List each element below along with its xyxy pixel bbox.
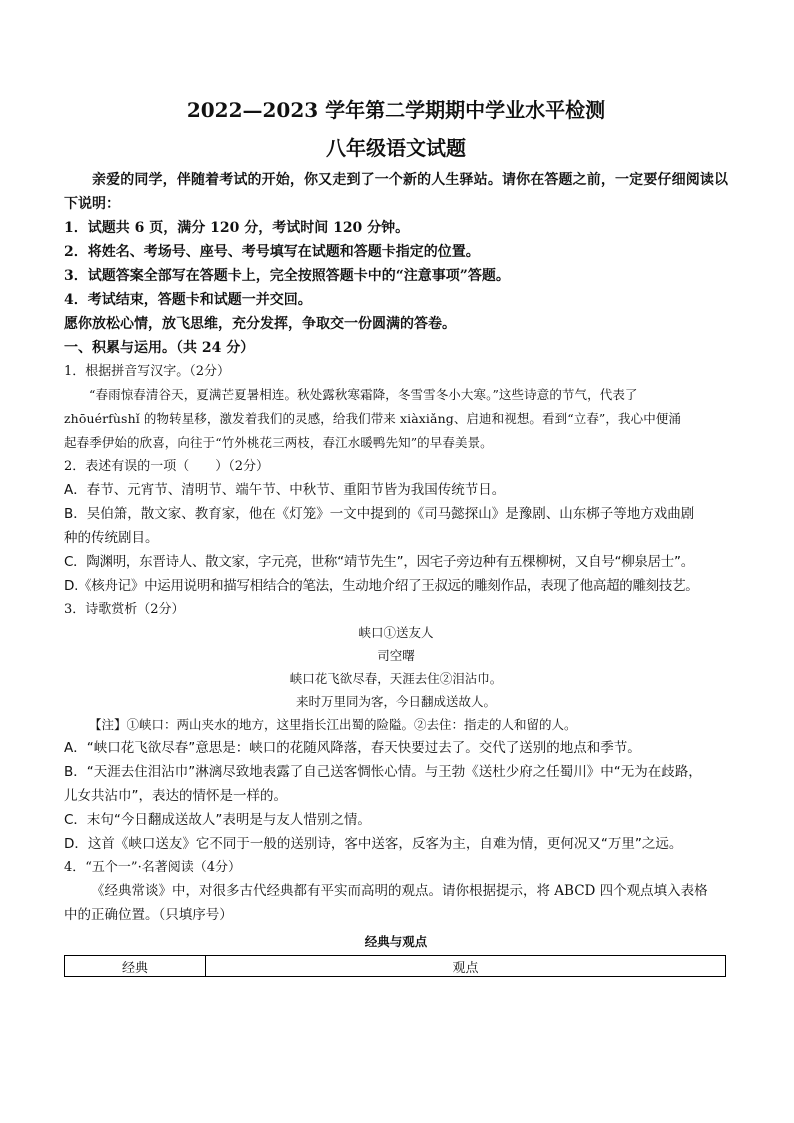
q2-option-b-cont: 种的传统剧目。 xyxy=(64,530,159,546)
poem-line-1: 峡口花飞欲尽春，天涯去住②泪沾巾。 xyxy=(289,671,503,686)
q3-option-a: A．“峡口花飞欲尽春”意思是：峡口的花随风降落，春天快要过去了。交代了送别的地点和季节。 xyxy=(64,740,641,756)
classics-table xyxy=(64,955,726,977)
q3-option-d: D．这首《峡口送友》它不同于一般的送别诗，客中送客，反客为主，自难为情，更何况又“万里”之远。 xyxy=(64,836,683,852)
intro-rule-1: 1．试题共 6 页，满分 120 分，考试时间 120 分钟。 xyxy=(64,220,410,236)
q2-stem: 2．表述有误的一项（ ）（2分） xyxy=(64,459,270,474)
section-1-heading: 一、积累与运用。（共 24 分） xyxy=(64,340,255,356)
q2-option-d: D.《核舟记》中运用说明和描写相结合的笔法，生动地介绍了王叔远的雕刻作品，表现了他高超的雕刻技艺。 xyxy=(64,578,699,594)
poem-author: 司空曙 xyxy=(377,648,415,663)
intro-rule-2: 2．将姓名、考场号、座号、考号填写在试题和答题卡指定的位置。 xyxy=(64,244,480,260)
table-header-row xyxy=(65,956,726,977)
q3-stem: 3．诗歌赏析（2分） xyxy=(64,602,185,617)
q3-option-b: B．“天涯去住泪沾巾”淋漓尽致地表露了自己送客惆怅心情。与王勃《送杜少府之任蜀川》中“无为在歧路， xyxy=(64,764,702,780)
q4-body-line-1: 《经典常谈》中，对很多古代经典都有平实而高明的观点。请你根据提示，将 ABCD 四个观点填入表格 xyxy=(91,883,708,899)
q3-option-b-cont: 儿女共沾巾”，表达的情怀是一样的。 xyxy=(64,788,287,804)
table-title: 经典与观点 xyxy=(364,934,428,949)
table-header-viewpoint: 观点 xyxy=(206,956,726,977)
q3-option-c: C．末句“今日翻成送故人”表明是与友人惜别之情。 xyxy=(64,812,371,828)
intro-rule-4: 4．考试结束，答题卡和试题一并交回。 xyxy=(64,292,312,308)
exam-subtitle: 八年级语文试题 xyxy=(326,136,466,160)
intro-rule-3: 3．试题答案全部写在答题卡上，完全按照答题卡中的“注意事项”答题。 xyxy=(64,268,510,284)
q4-stem: 4．“五个一”·名著阅读（4分） xyxy=(64,860,241,875)
q1-passage-line: zhōuérfùshǐ 的物转星移，激发着我们的灵感，给我们带来 xiàxiǎng、启迪和视想。看到“立春”，我心中便涌 xyxy=(64,411,682,426)
q2-option-b: B．吴伯箫，散文家、教育家，他在《灯笼》一文中提到的《司马懿探山》是豫剧、山东梆子等地方戏曲剧 xyxy=(64,506,695,522)
poem-title: 峡口①送友人 xyxy=(358,625,434,640)
q1-passage xyxy=(64,383,728,455)
q2-option-a: A．春节、元宵节、清明节、端午节、中秋节、重阳节皆为我国传统节日。 xyxy=(64,482,506,498)
q4-body-line-2: 中的正确位置。（只填序号） xyxy=(64,907,233,923)
intro-greeting: 亲爱的同学，伴随着考试的开始，你又走到了一个新的人生驿站。请你在答题之前，一定要仔细阅读以下说明： xyxy=(64,172,728,212)
q2-option-c: C．陶渊明，东晋诗人、散文家，字元亮，世称“靖节先生”，因宅子旁边种有五棵柳树，又自号“柳泉居士”。 xyxy=(64,554,694,570)
exam-title: 2022—2023 学年第二学期期中学业水平检测 xyxy=(186,98,606,122)
q1-passage-line: 起春季伊始的欣喜，向往于“竹外桃花三两枝，春江水暖鸭先知”的早春美景。 xyxy=(64,435,493,450)
table-header-classic: 经典 xyxy=(65,956,206,977)
q1-passage-line: “春雨惊春清谷天，夏满芒夏暑相连。秋处露秋寒霜降，冬雪雪冬小大寒。”这些诗意的节气，代表了 xyxy=(89,387,638,402)
intro-wish: 愿你放松心情，放飞思维，充分发挥，争取交一份圆满的答卷。 xyxy=(64,316,456,332)
poem-note: 【注】①峡口：两山夹水的地方，这里指长江出蜀的险隘。②去住：指走的人和留的人。 xyxy=(89,717,577,732)
poem-line-2: 来时万里同为客，今日翻成送故人。 xyxy=(295,694,496,709)
q1-stem: 1．根据拼音写汉字。（2分） xyxy=(64,364,231,379)
